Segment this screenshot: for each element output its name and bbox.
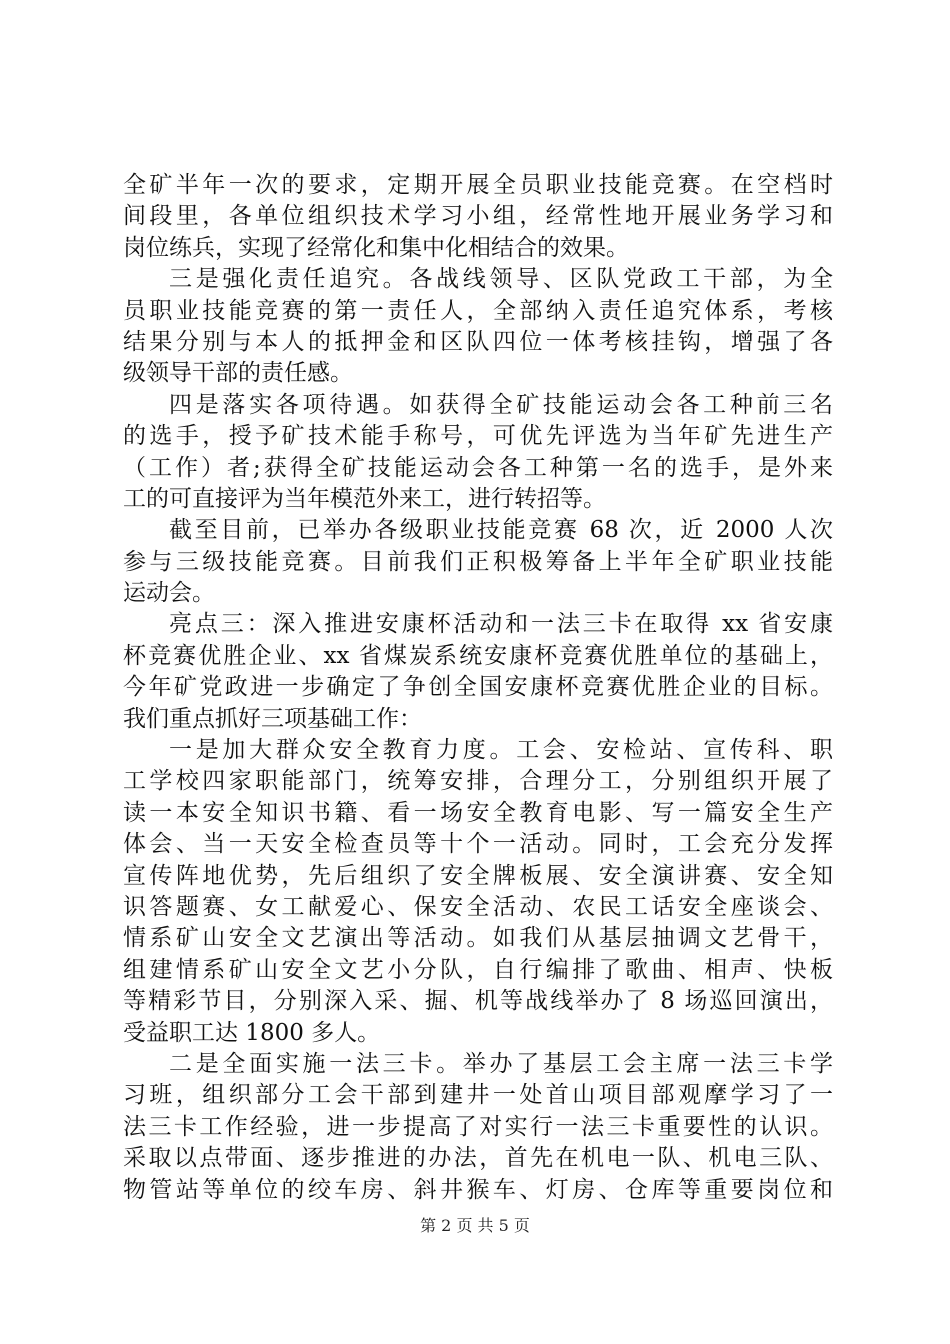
text-line: 亮点三：深入推进安康杯活动和一法三卡在取得 xx 省安康: [169, 611, 833, 638]
text-line: 工的可直接评为当年模范外来工，进行转招等。: [123, 485, 606, 512]
text-line: 员职业技能竞赛的第一责任人，全部纳入责任追究体系，考核: [123, 297, 833, 324]
text-line: 全矿半年一次的要求，定期开展全员职业技能竞赛。在空档时: [123, 172, 833, 198]
text-line: 结果分别与本人的抵押金和区队四位一体考核挂钩，增强了各: [123, 328, 833, 355]
text-line: 习班，组织部分工会干部到建井一处首山项目部观摩学习了一: [123, 1082, 833, 1109]
text-line: （工作）者;获得全矿技能运动会各工种第一名的选手，是外来: [123, 454, 833, 481]
text-line: 间段里，各单位组织技术学习小组，经常性地开展业务学习和: [123, 203, 833, 230]
text-line: 运动会。: [123, 580, 215, 607]
text-line: 二是全面实施一法三卡。举办了基层工会主席一法三卡学: [169, 1050, 833, 1077]
text-line: 法三卡工作经验，进一步提高了对实行一法三卡重要性的认识。: [123, 1113, 833, 1140]
text-line: 一是加大群众安全教育力度。工会、安检站、宣传科、职: [169, 737, 833, 764]
text-line: 三是强化责任追究。各战线领导、区队党政工干部，为全: [169, 266, 833, 293]
text-line: 参与三级技能竞赛。目前我们正积极筹备上半年全矿职业技能: [123, 548, 833, 575]
text-line: 四是落实各项待遇。如获得全矿技能运动会各工种前三名: [169, 391, 833, 418]
text-line: 的选手，授予矿技术能手称号，可优先评选为当年矿先进生产: [123, 423, 833, 450]
text-line: 岗位练兵，实现了经常化和集中化相结合的效果。: [123, 234, 629, 261]
text-line: 今年矿党政进一步确定了争创全国安康杯竞赛优胜企业的目标。: [123, 674, 833, 701]
text-line: 受益职工达 1800 多人。: [123, 1019, 381, 1046]
text-line: 识答题赛、女工献爱心、保安全活动、农民工话安全座谈会、: [123, 893, 833, 920]
text-line: 截至目前，已举办各级职业技能竞赛 68 次，近 2000 人次: [169, 517, 833, 544]
text-line: 组建情系矿山安全文艺小分队，自行编排了歌曲、相声、快板: [123, 956, 833, 983]
page-footer: 第 2 页 共 5 页: [420, 1216, 530, 1235]
text-line: 我们重点抓好三项基础工作：: [123, 705, 422, 732]
text-line: 等精彩节目，分别深入采、掘、机等战线举办了 8 场巡回演出，: [123, 988, 833, 1015]
text-line: 工学校四家职能部门，统筹安排，合理分工，分别组织开展了: [123, 768, 833, 795]
text-line: 读一本安全知识书籍、看一场安全教育电影、写一篇安全生产: [123, 799, 833, 826]
text-line: 宣传阵地优势，先后组织了安全牌板展、安全演讲赛、安全知: [123, 862, 833, 889]
text-line: 物管站等单位的绞车房、斜井猴车、灯房、仓库等重要岗位和: [123, 1176, 833, 1203]
text-line: 杯竞赛优胜企业、xx 省煤炭系统安康杯竞赛优胜单位的基础上，: [123, 642, 833, 669]
text-line: 级领导干部的责任感。: [123, 360, 353, 387]
document-body: [123, 170, 833, 1206]
text-line: 情系矿山安全文艺演出等活动。如我们从基层抽调文艺骨干，: [123, 925, 833, 952]
text-line: 体会、当一天安全检查员等十个一活动。同时，工会充分发挥: [123, 831, 833, 858]
text-line: 采取以点带面、逐步推进的办法，首先在机电一队、机电三队、: [123, 1145, 833, 1172]
